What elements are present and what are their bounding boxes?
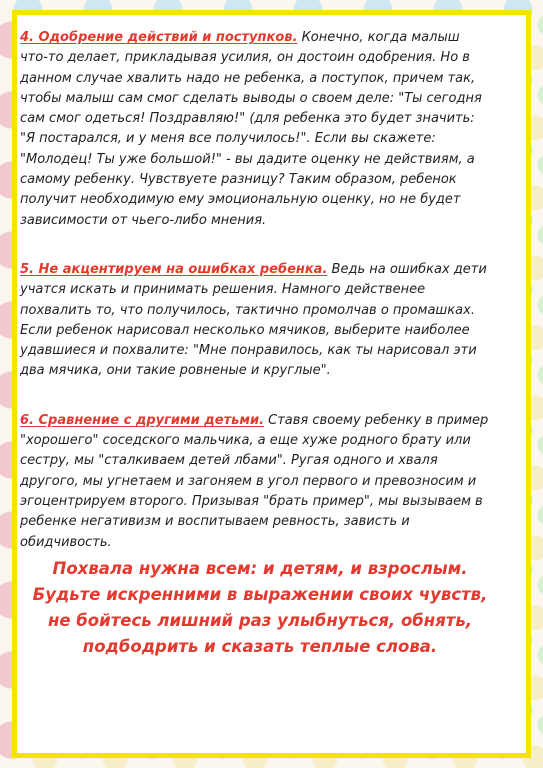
section-comparison bbox=[20, 411, 490, 553]
section-text: Ведь на ошибках дети учатся искать и принимать решения. Намного действенее похвалить то, что получилось, тактично промолчав о промашках. Если ребенок нарисовал несколько мячиков, выберите наиболее удавшиеся и похвалите: "Мне понравилось, как ты нарисовал эти два мячика, они такие ровненые и круглые". bbox=[20, 261, 487, 379]
section-heading: 4. Одобрение действий и поступков. bbox=[20, 30, 298, 45]
closing-line: Будьте искренними в выражении своих чувств, bbox=[32, 585, 488, 604]
section-heading: 5. Не акцентируем на ошибках ребенка. bbox=[20, 261, 328, 277]
closing-message bbox=[25, 556, 495, 660]
section-text: Ставя своему ребенку в пример "хорошего" соседского мальчика, а еще хуже родного брату или сестру, мы "сталкиваем детей лбами". Ругая одного и хваля другого, мы угнетаем и загоняем в угол первого и превозносим и эгоцентрируем второго. Призывая "брать пример", мы вызываем в ребенке негативизм и воспитываем ревность, зависть и обидчивость. bbox=[20, 412, 489, 550]
section-approval bbox=[20, 28, 490, 231]
article-body bbox=[20, 28, 490, 582]
closing-line: подбодрить и сказать теплые слова. bbox=[82, 637, 438, 656]
section-heading: 6. Сравнение с другими детьми. bbox=[20, 412, 265, 428]
closing-line: не бойтесь лишний раз улыбнуться, обнять, bbox=[47, 611, 473, 630]
closing-line: Похвала нужна всем: и детям, и взрослым. bbox=[52, 559, 468, 578]
section-mistakes bbox=[20, 260, 490, 382]
section-text: Конечно, когда малыш что-то делает, прикладывая усилия, он достоин одобрения. Но в данном случае хвалить надо не ребенка, а поступок, причем так, чтобы малыш сам смог сделать выводы о своем деле: "Ты сегодня сам смог одеться! Поздравляю!" (для ребенка это будет значить: "Я постарался, и у меня все получилось!". Если вы скажете: "Молодец! Ты уже большой!" - вы дадите оценку не действиям, а самому ребенку. Чувствуете разницу? Таким образом, ребенок получит необходимую ему эмоциональную оценку, но не будет зависимости от чьего-либо мнения. bbox=[20, 30, 482, 228]
